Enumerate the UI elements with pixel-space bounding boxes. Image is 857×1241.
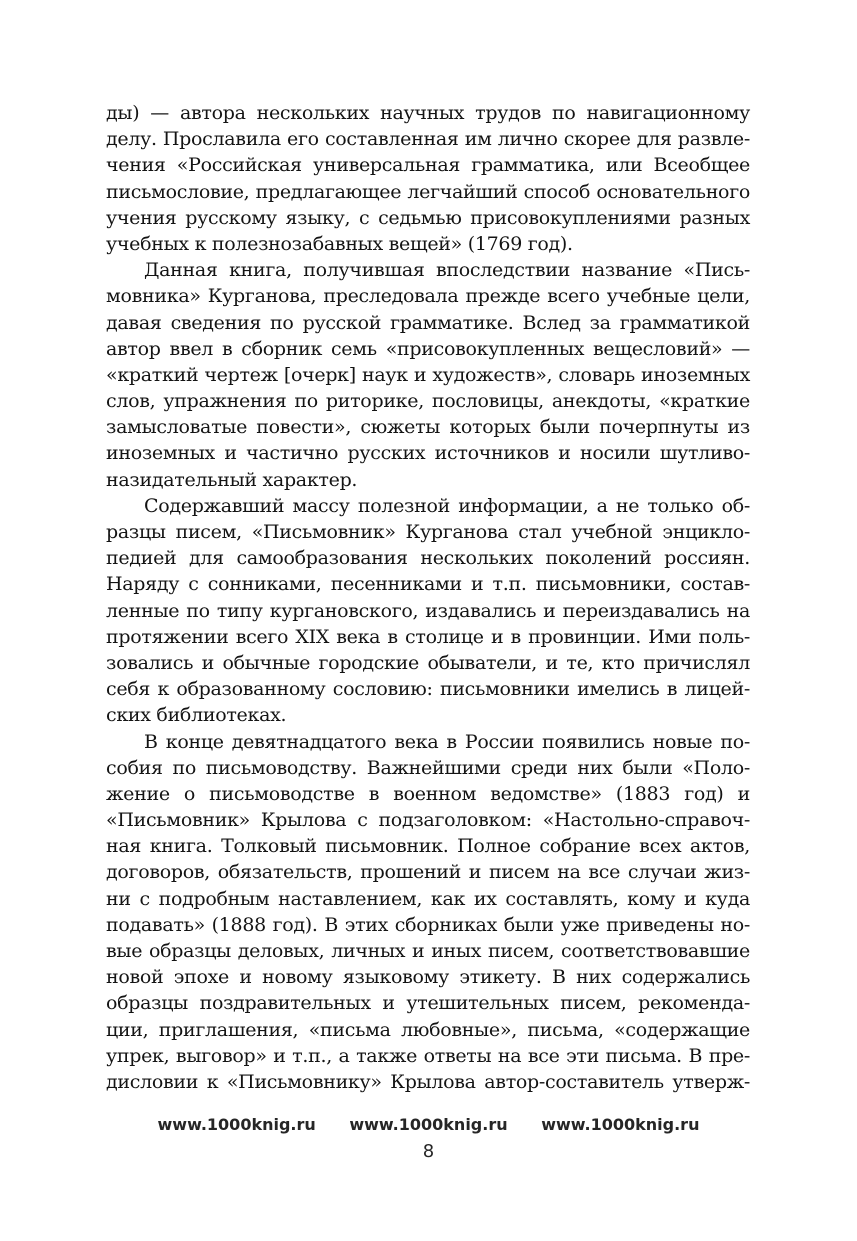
text-line: делу. Прославила его составленная им лично скорее для развле-: [106, 128, 750, 151]
text-line: учебных к полезнозабавных вещей» (1769 год).: [106, 232, 573, 255]
text-line: зовались и обычные городские обыватели, и те, кто причислял: [106, 651, 750, 674]
text-line: новой эпохе и новому языковому этикету. В них содержались: [106, 966, 750, 989]
text-line: собия по письмоводству. Важнейшими среди них были «Поло-: [106, 756, 750, 779]
text-line: подавать» (1888 год). В этих сборниках были уже приведены но-: [106, 913, 750, 936]
text-line: слов, упражнения по риторике, пословицы, анекдоты, «краткие: [106, 390, 750, 413]
text-line: иноземных и частично русских источников и носили шутливо-: [106, 442, 750, 465]
footer-link-1[interactable]: www.1000knig.ru: [157, 1115, 316, 1134]
footer-link-3[interactable]: www.1000knig.ru: [541, 1115, 700, 1134]
text-line: жение о письмоводстве в военном ведомстве» (1883 год) и: [106, 782, 750, 805]
text-line: письмословие, предлагающее легчайший способ основательного: [106, 180, 750, 203]
footer-links: [0, 1114, 857, 1136]
text-line: В конце девятнадцатого века в России появились новые по-: [144, 730, 750, 753]
text-line: педией для самообразования нескольких поколений россиян.: [106, 547, 750, 570]
text-line: автор ввел в сборник семь «присовокупленных вещесловий» —: [106, 337, 750, 360]
text-line: себя к образованному сословию: письмовники имелись в лицей-: [106, 678, 750, 701]
text-line: протяжении всего XIX века в столице и в провинции. Ими поль-: [106, 625, 750, 648]
text-line: мовника» Курганова, преследовала прежде всего учебные цели,: [106, 285, 750, 308]
text-line: «краткий чертеж [очерк] наук и художеств», словарь иноземных: [106, 363, 750, 386]
text-line: чения «Российская универсальная грамматика, или Всеобщее: [106, 154, 750, 177]
text-line: Содержавший массу полезной информации, а не только об-: [144, 494, 750, 517]
text-line: вые образцы деловых, личных и иных писем, соответствовавшие: [106, 940, 750, 962]
text-line: ды) — автора нескольких научных трудов по навигационному: [106, 102, 750, 124]
text-line: давая сведения по русской грамматике. Вслед за грамматикой: [106, 311, 750, 334]
text-line: назидательный характер.: [106, 468, 358, 491]
body-text: [106, 100, 750, 1095]
text-line: Данная книга, получившая впоследствии название «Пись-: [144, 259, 750, 282]
text-line: ленные по типу кургановского, издавались и переиздавались на: [106, 599, 750, 622]
text-line: ная книга. Толковый письмовник. Полное собрание всех актов,: [106, 835, 750, 858]
text-line: упрек, выговор» и т.п., а также ответы на все эти письма. В пре-: [106, 1044, 750, 1067]
text-line: учения русскому языку, с седьмью присовокуплениями разных: [106, 206, 750, 229]
text-line: договоров, обязательств, прошений и писем на все случаи жиз-: [106, 861, 750, 884]
text-line: замысловатые повести», сюжеты которых были почерпнуты из: [106, 416, 750, 439]
text-line: дисловии к «Письмовнику» Крылова автор-составитель утверж-: [106, 1070, 750, 1093]
text-line: Наряду с сонниками, песенниками и т.п. письмовники, состав-: [106, 573, 750, 596]
text-line: образцы поздравительных и утешительных писем, рекоменда-: [106, 992, 750, 1015]
text-line: ни с подробным наставлением, как их составлять, кому и куда: [106, 887, 750, 910]
footer-link-2[interactable]: www.1000knig.ru: [349, 1115, 508, 1134]
text-line: ских библиотеках.: [106, 704, 287, 727]
text-line: «Письмовник» Крылова с подзаголовком: «Настольно-справоч-: [106, 809, 750, 832]
page-number: 8: [422, 1141, 435, 1162]
text-line: ции, приглашения, «письма любовные», письма, «содержащие: [106, 1018, 750, 1041]
text-line: разцы писем, «Письмовник» Курганова стал учебной энцикло-: [106, 521, 750, 543]
